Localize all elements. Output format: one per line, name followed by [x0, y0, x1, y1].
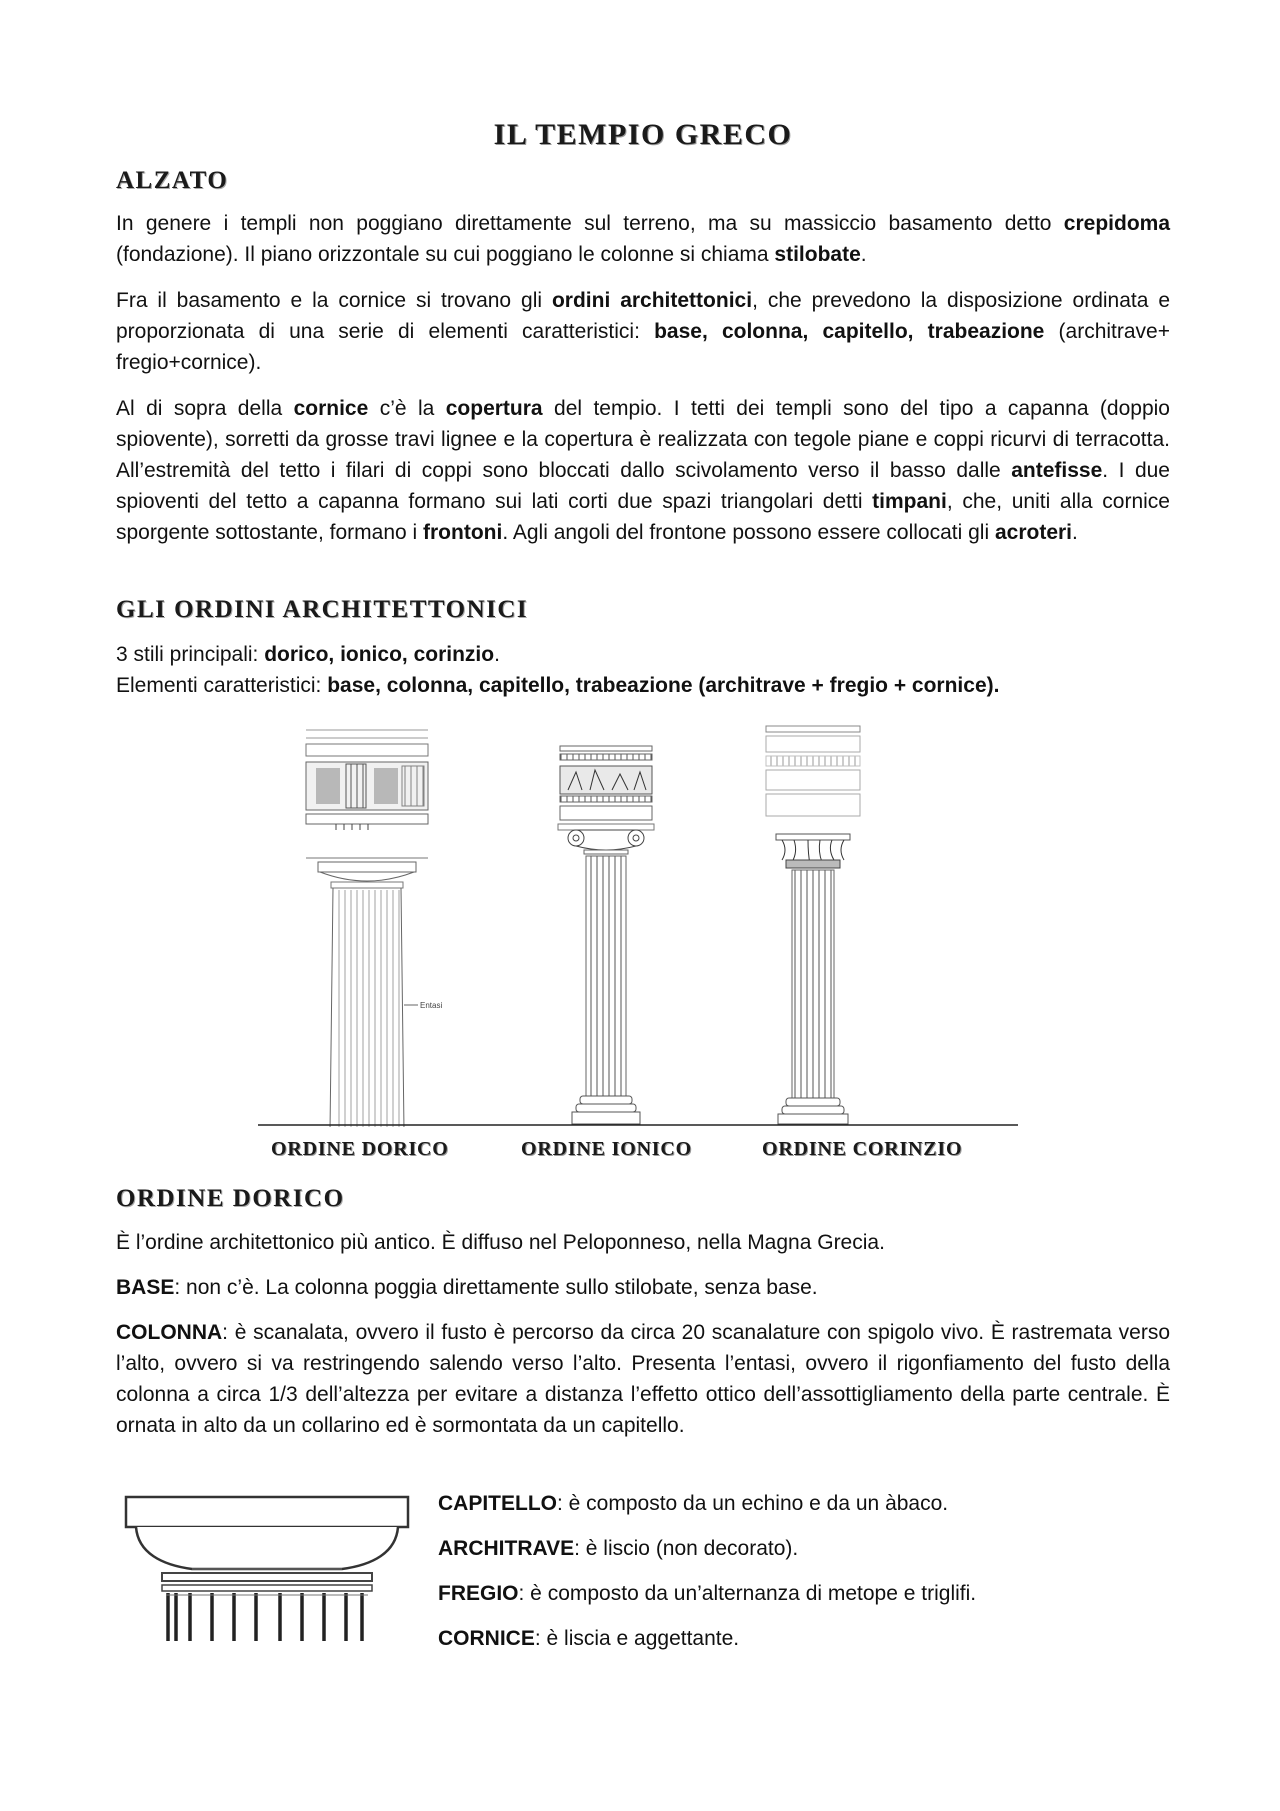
- caption-corinzio: ORDINE CORINZIO: [762, 1138, 963, 1160]
- doric-order-drawing: [306, 730, 442, 1127]
- page-title: IL TEMPIO GRECO: [493, 118, 793, 151]
- dorico-cornice: CORNICE: è liscia e aggettante.: [438, 1627, 740, 1650]
- dorico-fregio: FREGIO: è composto da un’alternanza di metope e triglifi.: [438, 1582, 977, 1605]
- dorico-architrave: ARCHITRAVE: è liscio (non decorato).: [438, 1537, 799, 1560]
- dorico-intro: È l’ordine architettonico più antico. È diffuso nel Peloponneso, nella Magna Grecia.: [116, 1231, 885, 1254]
- dorico-capitello: CAPITELLO: è composto da un echino e da un àbaco.: [438, 1492, 949, 1515]
- ordini-elementi-line: Elementi caratteristici: base, colonna, capitello, trabeazione (architrave + fregio + cornice).: [116, 674, 1000, 697]
- doric-capital-illustration: [122, 1493, 422, 1645]
- orders-illustration: [258, 722, 1058, 1127]
- ordini-stili-line: 3 stili principali: dorico, ionico, corinzio.: [116, 643, 500, 666]
- caption-dorico: ORDINE DORICO: [271, 1138, 449, 1160]
- paragraph-alzato-1: In genere i templi non poggiano direttamente sul terreno, ma su massiccio basamento detto crepidoma (fondazione). Il piano orizzontale su cui poggiano le colonne si chiama stilobate.: [116, 212, 1170, 266]
- heading-ordini: GLI ORDINI ARCHITETTONICI: [116, 596, 529, 623]
- dorico-colonna: COLONNA: è scanalata, ovvero il fusto è percorso da circa 20 scanalature con spigolo vivo. È rastremata verso l’alto, ovvero si va restringendo salendo verso l’alto. Presenta l’entasi, ovvero il rigonfiamento del fusto della colonna a circa 1/3 dell’altezza per evitare a distanza l’effetto ottico dell’assottigliamento della parte centrale. È ornata in alto da un collarino ed è sormontata da un capitello.: [116, 1321, 1170, 1437]
- entasi-label: Entasi: [420, 1001, 443, 1010]
- caption-ionico: ORDINE IONICO: [521, 1138, 692, 1160]
- heading-ordine-dorico: ORDINE DORICO: [116, 1185, 345, 1212]
- corinthian-order-drawing: [766, 726, 860, 1124]
- paragraph-alzato-3: Al di sopra della cornice c’è la copertura del tempio. I tetti dei templi sono del tipo a capanna (doppio spiovente), sorretti da grosse travi lignee e la copertura è realizzata con tegole piane e coppi ricurvi di terracotta. All’estremità del tetto i filari di coppi sono bloccati dallo scivolamento verso il basso dalle antefisse. I due spioventi del tetto a capanna formano sui lati corti due spazi triangolari detti timpani, che, uniti alla cornice sporgente sottostante, formano i frontoni. Agli angoli del frontone possono essere collocati gli acroteri.: [116, 397, 1170, 544]
- heading-alzato: ALZATO: [116, 167, 229, 194]
- paragraph-alzato-2: Fra il basamento e la cornice si trovano gli ordini architettonici, che prevedono la disposizione ordinata e proporzionata di una serie di elementi caratteristici: base, colonna, capitello, trabeazione (architrave+ fregio+cornice).: [116, 289, 1171, 374]
- dorico-base: BASE: non c’è. La colonna poggia direttamente sullo stilobate, senza base.: [116, 1276, 818, 1299]
- ionic-order-drawing: [558, 746, 654, 1124]
